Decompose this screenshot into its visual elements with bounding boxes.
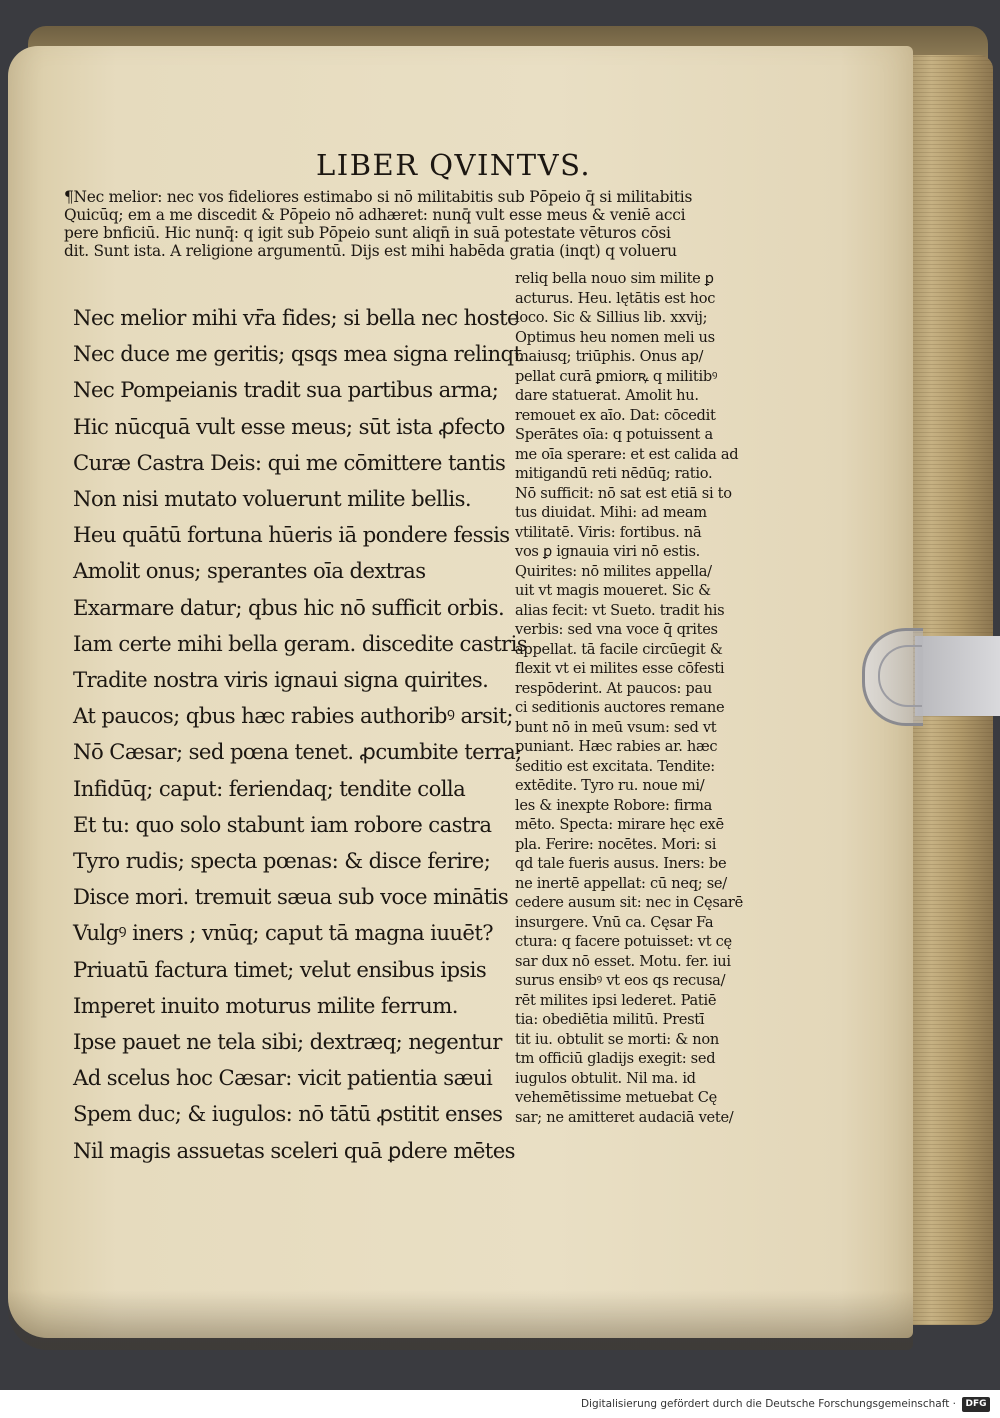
verse-line: Tradite nostra viris ignaui signa quirites. (73, 667, 489, 693)
gloss-line: qd tale fueris ausus. Iners: be (515, 855, 727, 872)
verse-line: Amolit onus; sperantes oīa dextras (73, 558, 426, 584)
gloss-line: maiusq; triūphis. Onus ap/ (515, 348, 704, 365)
page-shadow (8, 1290, 913, 1350)
verse-line: Vulgꝰ iners ; vnūq; caput tā magna iuuēt? (73, 920, 494, 946)
gloss-line: dare statuerat. Amolit hu. (515, 387, 699, 404)
verse-line: Non nisi mutato voluerunt milite bellis. (73, 486, 471, 512)
funding-credit: Digitalisierung gefördert durch die Deutsche Forschungsgemeinschaft · (580, 1398, 956, 1410)
gloss-line: flexit vt ei milites esse cōfesti (515, 660, 725, 677)
gloss-line: cedere ausum sit: nec in Cęsarē (515, 894, 743, 911)
gloss-line: tus diuidat. Mihi: ad meam (515, 504, 707, 521)
verse-line: Curæ Castra Deis: qui me cōmittere tantis (73, 449, 506, 475)
gloss-line: sar dux nō esset. Motu. fer. iui (515, 952, 731, 970)
gloss-line: Optimus heu nomen meli us (515, 328, 715, 346)
gloss-line: tit iu. obtulit se morti: & non (515, 1030, 719, 1048)
gloss-line: insurgere. Vnū ca. Cęsar Fa (515, 913, 714, 931)
gloss-line: alias fecit: vt Sueto. tradit his (515, 601, 725, 619)
gloss-line: ne inertē appellat: cū neq; se/ (515, 874, 727, 892)
gloss-line: reliq bella nouo sim milite ꝑ (515, 270, 714, 287)
gloss-line: tia: obediētia militū. Prestī (515, 1011, 705, 1028)
gloss-line: extēdite. Tyro ru. noue mi/ (515, 777, 705, 794)
verse-line: Imperet inuito moturus milite ferrum. (73, 992, 458, 1018)
gloss-line: me oīa sperare: et est calida ad (515, 445, 739, 463)
gloss-line: vehemētissime metuebat Cę (515, 1089, 717, 1106)
gloss-line: mitigandū reti nēdūq; ratio. (515, 465, 713, 482)
verse-line: Hic nūcquā vult esse meus; sūt ista ꝓfecto (73, 413, 505, 439)
running-head: LIBER QVINTVS. (316, 148, 592, 182)
gloss-line: appellat. tā facile circūegit & (515, 640, 723, 658)
gloss-line: bunt nō in meū vsum: sed vt (515, 718, 717, 736)
clip-tab (915, 636, 1000, 716)
gloss-line: verbis: sed vna voce q̄ qrites (515, 621, 718, 638)
gloss-line: rēt milites ipsi lederet. Patiē (515, 991, 717, 1009)
gloss-line: pla. Ferire: nocētes. Mori: si (515, 835, 717, 853)
gloss-line: respōderint. At paucos: pau (515, 679, 712, 697)
gloss-line: remouet ex aīo. Dat: cōcedit (515, 406, 716, 424)
verse-line: At paucos; qbus hæc rabies authoribꝰ arsit; (73, 703, 513, 729)
gloss-line: pellat curā ꝑmiorꝶ q militibꝰ (515, 367, 718, 385)
verse-line: Nec duce me geritis; qsqs mea signa relinqt (73, 341, 522, 367)
verse-line: Spem duc; & iugulos: nō tātū ꝓstitit enses (73, 1101, 503, 1127)
gloss-line: ctura: q facere potuisset: vt cę (515, 933, 732, 950)
verse-line: Disce mori. tremuit sæua sub voce minātis (73, 884, 509, 910)
commentary-line: Quicūq; em a me discedit & Pōpeio nō adhæret: nunq̄ vult esse meus & veniē acci (64, 206, 686, 224)
gloss-line: surus ensibꝰ vt eos qs recusa/ (515, 972, 726, 989)
commentary-line: dit. Sunt ista. A religione argumentū. Dijs est mihi habēda gratia (inqt) q volueru (64, 242, 677, 260)
verse-line: Heu quātū fortuna hūeris iā pondere fessis (73, 522, 510, 548)
verse-line: Nec melior mihi vr̄a fides; si bella nec hoste (73, 305, 519, 330)
gloss-line: iugulos obtulit. Nil ma. id (515, 1069, 696, 1087)
gloss-line: acturus. Heu. lętātis est hoc (515, 289, 716, 307)
gloss-line: vtilitatē. Viris: fortibus. nā (515, 523, 702, 541)
commentary-line: ¶Nec melior: nec vos fideliores estimabo si nō militabitis sub Pōpeio q̄ si militabitis (64, 188, 693, 206)
gloss-column (515, 269, 775, 1127)
verse-line: Iam certe mihi bella geram. discedite castris (73, 630, 528, 656)
verse-line: Nec Pompeianis tradit sua partibus arma; (73, 377, 499, 403)
gloss-line: seditio est excitata. Tendite: (515, 757, 715, 775)
verse-line: Ipse pauet ne tela sibi; dextræq; negentur (73, 1029, 502, 1055)
gloss-line: Nō sufficit: nō sat est etiā si to (515, 484, 732, 502)
dfg-logo: DFG (962, 1397, 990, 1412)
commentary-line: pere bnficiū. Hic nunq̄: q igit sub Pōpeio sunt aliqn̄ in suā potestate vēturos cōsi (64, 224, 671, 242)
gloss-line: les & inexpte Robore: firma (515, 796, 713, 814)
gloss-line: mēto. Specta: mirare hęc exē (515, 816, 724, 833)
verse-column (73, 300, 528, 1169)
gloss-line: loco. Sic & Sillius lib. xxvij; (515, 309, 708, 326)
commentary-top (64, 188, 784, 260)
gloss-line: puniant. Hæc rabies ar. hæc (515, 738, 718, 755)
verse-line: Infidūq; caput: feriendaq; tendite colla (73, 775, 466, 801)
gloss-line: sar; ne amitteret audaciā vete/ (515, 1108, 734, 1126)
verse-line: Nō Cæsar; sed pœna tenet. ꝓcumbite terra; (73, 739, 522, 765)
verse-line: Ad scelus hoc Cæsar: vicit patientia sæui (73, 1065, 493, 1091)
verse-line: Exarmare datur; qbus hic nō sufficit orbis. (73, 594, 505, 620)
gloss-line: tm officiū gladijs exegit: sed (515, 1050, 716, 1067)
verse-line: Priuatū factura timet; velut ensibus ipsis (73, 956, 487, 982)
verse-line: Tyro rudis; specta pœnas: & disce ferire; (73, 848, 491, 874)
gloss-line: vos ꝑ ignauia viri nō estis. (515, 543, 700, 560)
gloss-line: Quirites: nō milites appella/ (515, 562, 712, 580)
verse-line: Nil magis assuetas sceleri quā ꝑdere mētes (73, 1137, 515, 1163)
gloss-line: ci seditionis auctores remane (515, 699, 725, 716)
verse-line: Et tu: quo solo stabunt iam robore castra (73, 811, 492, 837)
gloss-line: Sperātes oīa: q potuissent a (515, 426, 713, 443)
gloss-line: uit vt magis moueret. Sic & (515, 582, 711, 599)
